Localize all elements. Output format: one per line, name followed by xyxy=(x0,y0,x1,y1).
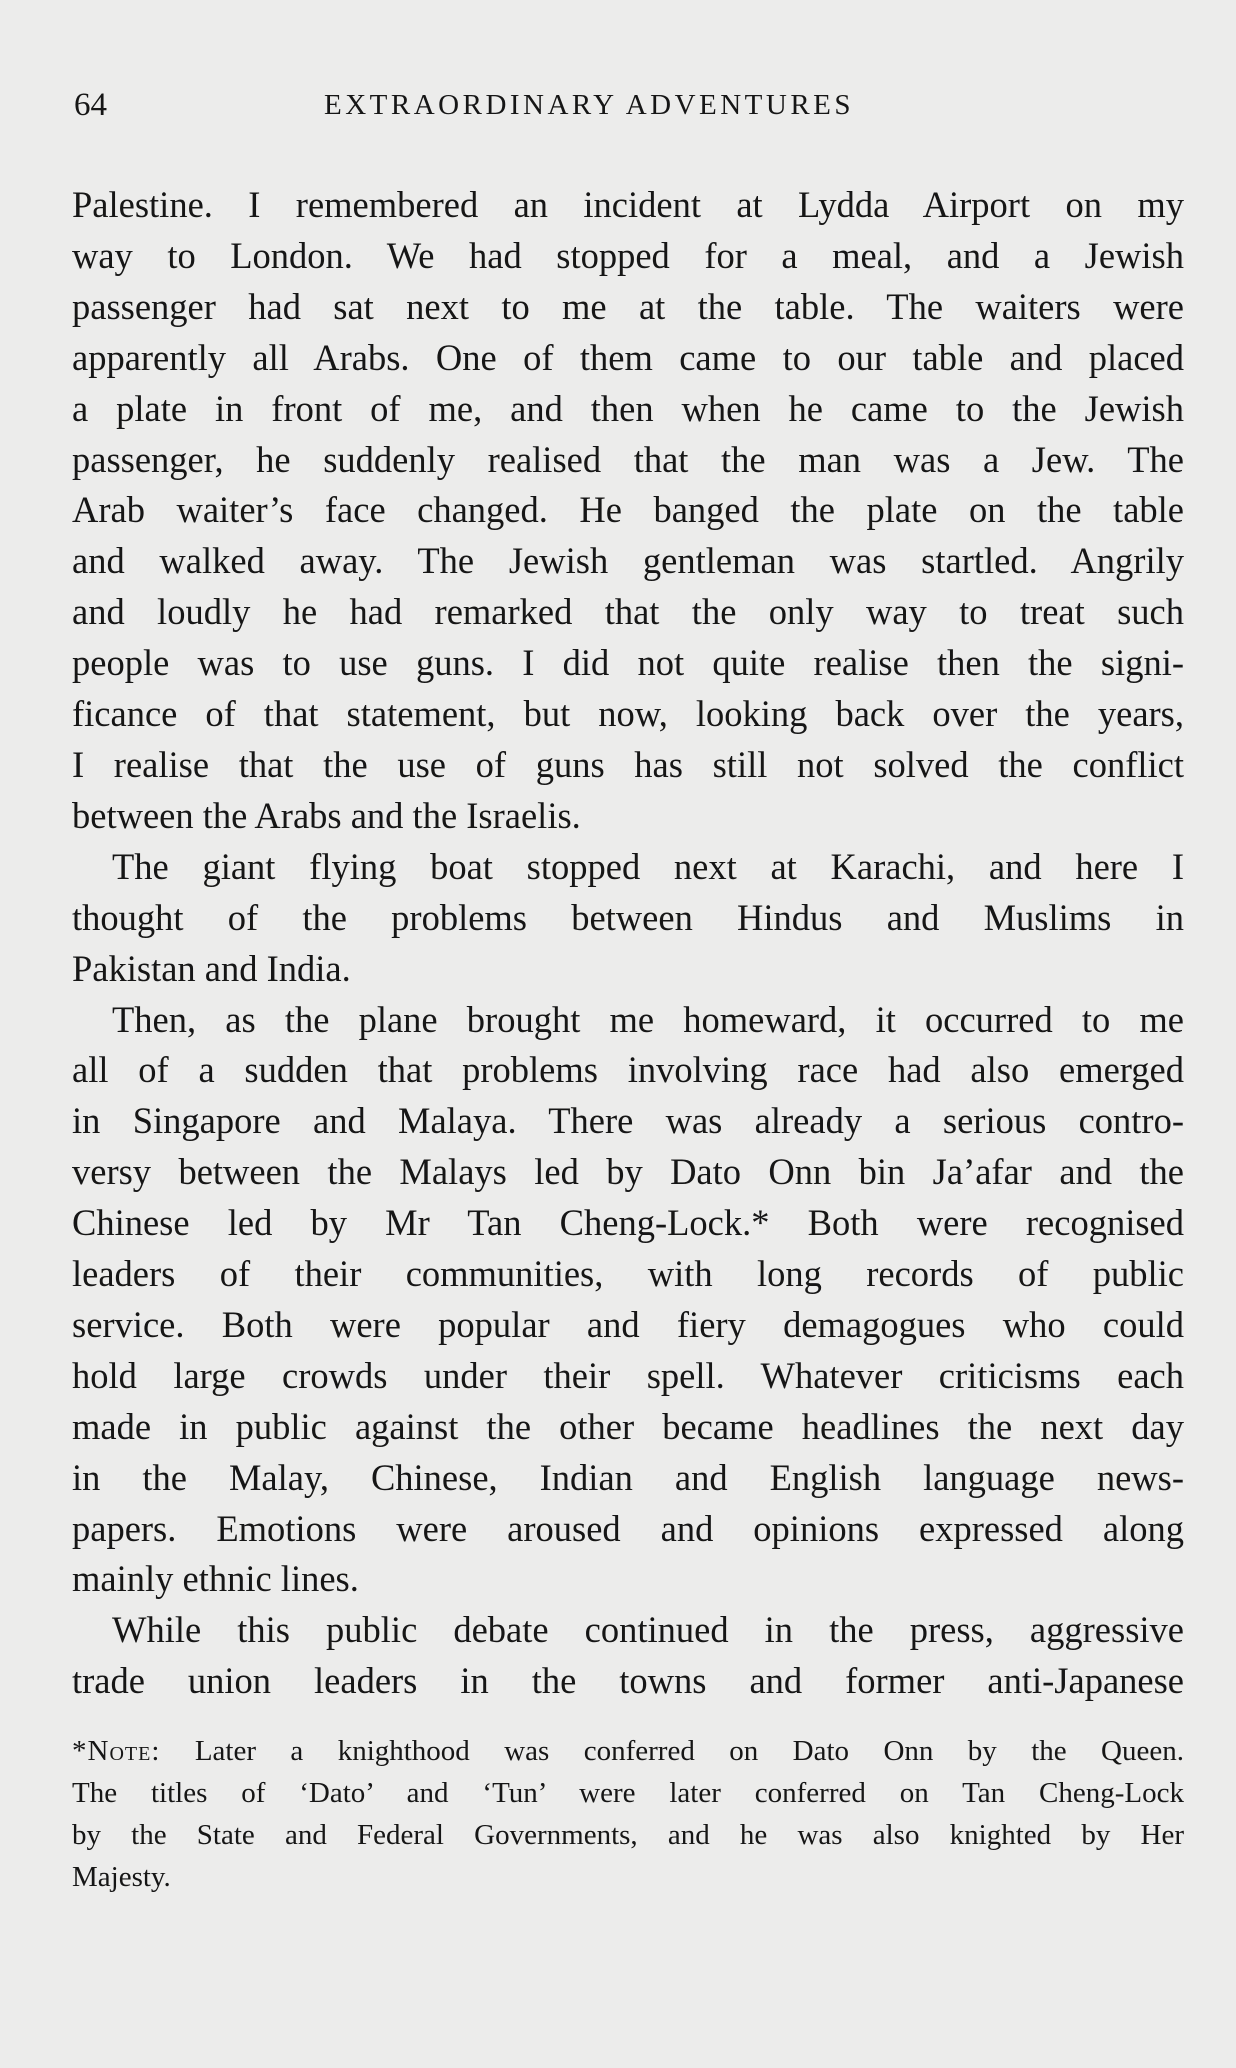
body-text xyxy=(72,180,1184,1707)
text-line: people was to use guns. I did not quite realise then the signi- xyxy=(72,642,1184,684)
text-line: and walked away. The Jewish gentleman was startled. Angrily xyxy=(72,540,1184,582)
text-line: Chinese led by Mr Tan Cheng-Lock.* Both were recognised xyxy=(72,1202,1184,1244)
text-line: Arab waiter’s face changed. He banged the plate on the table xyxy=(72,489,1184,531)
text-line: hold large crowds under their spell. Whatever criticisms each xyxy=(72,1354,1184,1396)
running-head: EXTRAORDINARY ADVENTURES xyxy=(324,89,855,121)
text-line: mainly ethnic lines. xyxy=(72,1558,359,1600)
footnote-line xyxy=(72,1730,1184,1772)
text-line: Then, as the plane brought me homeward, it occurred to me xyxy=(112,998,1184,1040)
text-line: in the Malay, Chinese, Indian and English language news- xyxy=(72,1456,1184,1498)
footnote-marker: *Note: xyxy=(72,1735,161,1767)
text-line: papers. Emotions were aroused and opinions expressed along xyxy=(72,1507,1184,1549)
text-line: While this public debate continued in the press, aggressive xyxy=(112,1609,1184,1651)
text-line: a plate in front of me, and then when he came to the Jewish xyxy=(72,387,1184,429)
text-line: The giant flying boat stopped next at Karachi, and here I xyxy=(112,845,1184,887)
page-header xyxy=(74,80,1184,130)
text-line: thought of the problems between Hindus and Muslims in xyxy=(72,896,1184,938)
footnote xyxy=(72,1730,1184,1898)
text-line: leaders of their communities, with long records of public xyxy=(72,1253,1184,1295)
text-line: passenger had sat next to me at the table. The waiters were xyxy=(72,285,1184,327)
text-line: Palestine. I remembered an incident at Lydda Airport on my xyxy=(72,184,1184,225)
footnote-line: by the State and Federal Governments, and he was also knighted by Her xyxy=(72,1819,1184,1851)
text-line: made in public against the other became headlines the next day xyxy=(72,1405,1184,1447)
footnote-text: Later a knighthood was conferred on Dato Onn by the Queen. xyxy=(194,1735,1184,1767)
text-line: in Singapore and Malaya. There was already a serious contro- xyxy=(72,1100,1184,1142)
text-line: passenger, he suddenly realised that the man was a Jew. The xyxy=(72,438,1184,480)
text-line: service. Both were popular and fiery demagogues who could xyxy=(72,1303,1184,1345)
text-line: way to London. We had stopped for a meal, and a Jewish xyxy=(72,234,1184,276)
footnote-line: The titles of ‘Dato’ and ‘Tun’ were later conferred on Tan Cheng-Lock xyxy=(72,1777,1184,1809)
text-line: between the Arabs and the Israelis. xyxy=(72,794,581,836)
text-line: all of a sudden that problems involving race had also emerged xyxy=(72,1049,1184,1091)
page-number: 64 xyxy=(74,87,107,123)
text-line: ficance of that statement, but now, looking back over the years, xyxy=(72,693,1184,735)
text-line: trade union leaders in the towns and former anti-Japanese xyxy=(72,1660,1184,1702)
text-line: Pakistan and India. xyxy=(72,947,351,989)
text-line: and loudly he had remarked that the only way to treat such xyxy=(72,591,1184,633)
text-line: I realise that the use of guns has still not solved the conflict xyxy=(72,743,1184,785)
text-line: versy between the Malays led by Dato Onn bin Ja’afar and the xyxy=(72,1151,1184,1193)
text-line: apparently all Arabs. One of them came to our table and placed xyxy=(72,336,1184,378)
footnote-line: Majesty. xyxy=(72,1861,171,1893)
